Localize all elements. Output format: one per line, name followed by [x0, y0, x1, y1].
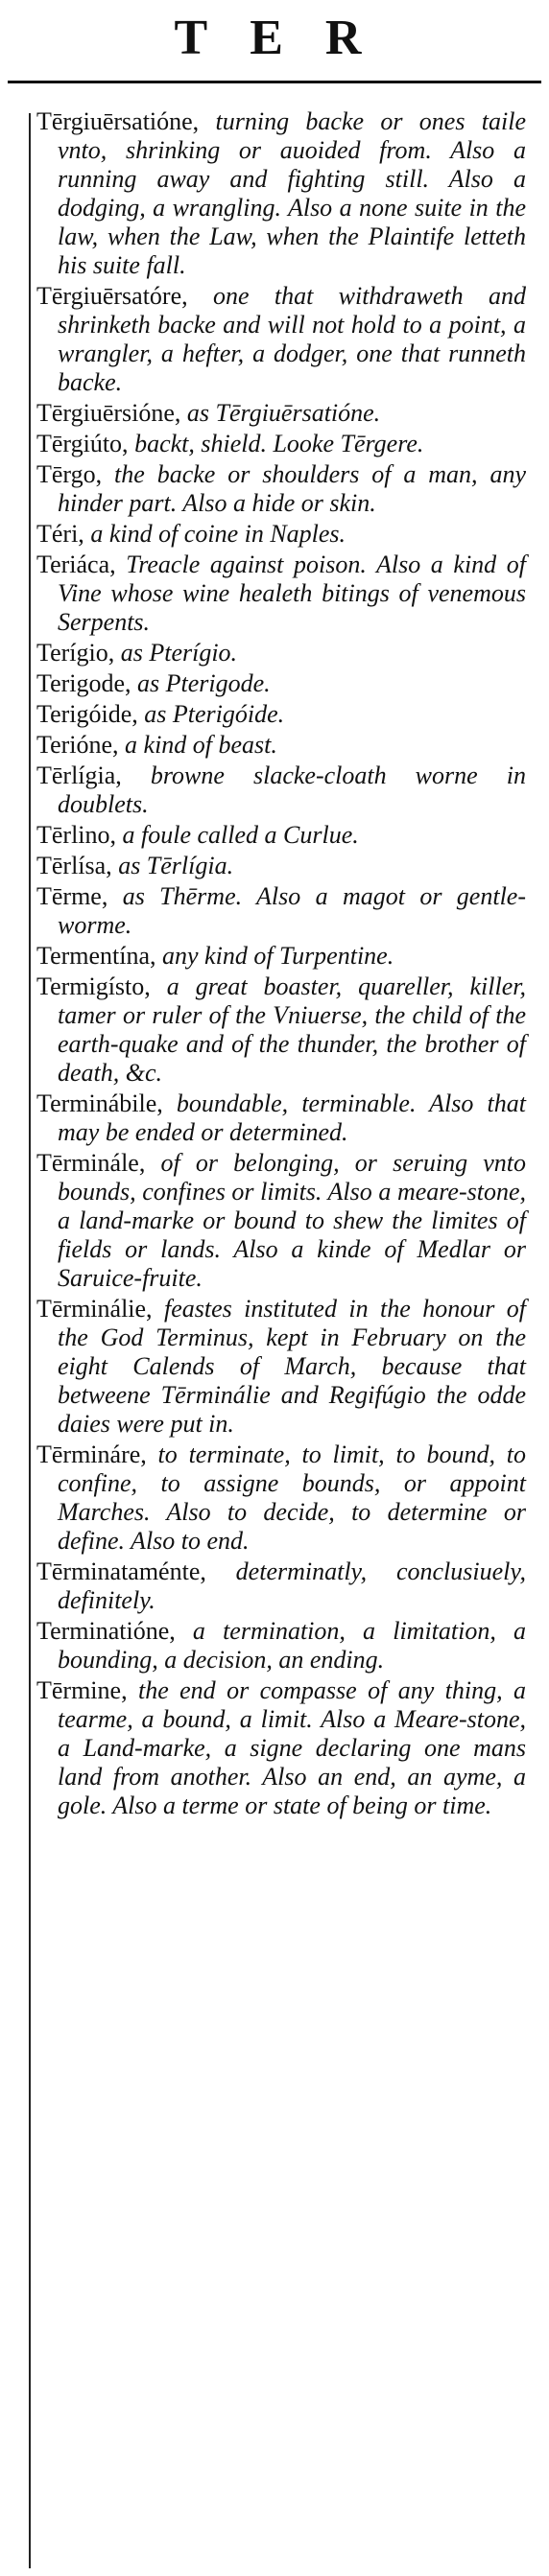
entry-gloss: as Pterigode. [131, 669, 271, 697]
running-head: TER [174, 11, 404, 65]
entry-gloss: one that withdraweth and shrinketh backe and will not hold to a point, a wrangler, a hefter, a dodger, one that runneth backe. [58, 282, 526, 396]
dictionary-entry [36, 669, 526, 698]
dictionary-entry [36, 1617, 526, 1674]
entry-headword: Tērgiúto, [36, 430, 129, 457]
dictionary-entry [36, 942, 526, 971]
column-rule [29, 113, 31, 2568]
entry-headword: Terigóide, [36, 700, 138, 728]
dictionary-entry [36, 1676, 526, 1820]
dictionary-entry [36, 1440, 526, 1556]
entry-headword: Terminábile, [36, 1089, 163, 1117]
dictionary-entry [36, 1557, 526, 1615]
entry-gloss: as Tērlígia. [111, 852, 234, 879]
entry-headword: Téri, [36, 520, 84, 548]
entry-gloss: turning backe or ones taile vnto, shrinking or auoided from. Also a running away and fighting still. Also a dodging, a wrangling. Also a none suite in the law, when the Law, when the Plaintife letteth his suite fall. [58, 107, 526, 279]
entry-gloss: as Pterígio. [114, 639, 238, 667]
dictionary-entry [36, 282, 526, 397]
dictionary-entry [36, 550, 526, 637]
entry-gloss: browne slacke-cloath worne in doublets. [58, 761, 526, 818]
entry-gloss: a foule called a Curlue. [116, 821, 359, 849]
entry-gloss: a great boaster, quareller, killer, tamer or ruler of the Vniuerse, the child of the earth-quake and of the thunder, the brother of death, &c. [58, 972, 526, 1087]
entry-headword: Terminatióne, [36, 1617, 176, 1645]
entry-gloss: as Thērme. Also a magot or gentle-worme. [58, 882, 526, 939]
entry-headword: Teriáca, [36, 550, 116, 578]
entry-gloss: boundable, terminable. Also that may be ended or determined. [58, 1089, 526, 1146]
entry-gloss: any kind of Turpentine. [155, 942, 394, 970]
entry-headword: Tērmináre, [36, 1440, 147, 1468]
entry-gloss: backt, shield. Looke Tērgere. [128, 430, 424, 457]
entry-headword: Tērgiuērsatióne, [36, 107, 200, 135]
dictionary-entry [36, 1089, 526, 1147]
entry-gloss: as Tērgiuērsatióne. [180, 399, 381, 427]
dictionary-entry [36, 882, 526, 940]
dictionary-entry [36, 700, 526, 729]
dictionary-entry [36, 460, 526, 518]
entry-list [36, 107, 526, 1822]
header-rule [8, 81, 541, 83]
entry-gloss: as Pterigóide. [137, 700, 285, 728]
entry-headword: Tērlígia, [36, 761, 122, 789]
dictionary-entry [36, 399, 526, 428]
dictionary-entry [36, 731, 526, 760]
entry-gloss: of or belonging, or seruing vnto bounds, confines or limits. Also a meare-stone, a land-marke or bound to shew the limites of fields or lands. Also a kinde of Medlar or Saruice-fruite. [58, 1149, 526, 1292]
dictionary-entry [36, 1295, 526, 1439]
entry-gloss: Treacle against poison. Also a kind of Vine whose wine healeth bitings of venemous Serpents. [58, 550, 526, 636]
entry-gloss: feastes instituted in the honour of the God Terminus, kept in February on the eight Calends of March, because that betweene Tērminálie and Regifúgio the odde daies were put in. [58, 1295, 526, 1438]
entry-gloss: the backe or shoulders of a man, any hinder part. Also a hide or skin. [58, 460, 526, 517]
entry-gloss: a kind of coine in Naples. [84, 520, 346, 548]
entry-headword: Terióne, [36, 731, 119, 759]
entry-headword: Tērminále, [36, 1149, 146, 1177]
entry-headword: Termentína, [36, 942, 156, 970]
entry-headword: Tērminálie, [36, 1295, 153, 1323]
dictionary-entry [36, 430, 526, 458]
entry-gloss: determinatly, conclusiuely, definitely. [58, 1557, 526, 1614]
entry-headword: Tērgo, [36, 460, 103, 488]
dictionary-entry [36, 520, 526, 549]
dictionary-entry [36, 761, 526, 819]
entry-gloss: a termination, a limitation, a bounding, a decision, an ending. [58, 1617, 526, 1674]
entry-headword: Tērgiuērsióne, [36, 399, 181, 427]
dictionary-entry [36, 1149, 526, 1293]
entry-gloss: the end or compasse of any thing, a tearme, a bound, a limit. Also a Meare-stone, a Land-marke, a signe declaring one mans land from another. Also an end, an ayme, a gole. Also a terme or state of being or time. [58, 1676, 526, 1819]
entry-headword: Tērlísa, [36, 852, 112, 879]
dictionary-entry [36, 972, 526, 1088]
entry-headword: Tērme, [36, 882, 108, 910]
entry-headword: Terígio, [36, 639, 115, 667]
entry-headword: Tērlino, [36, 821, 117, 849]
entry-gloss: to terminate, to limit, to bound, to confine, to assigne bounds, or appoint Marches. Also to decide, to determine or define. Also to end. [58, 1440, 526, 1555]
entry-headword: Termigísto, [36, 972, 151, 1000]
entry-headword: Tērminataménte, [36, 1557, 206, 1585]
dictionary-entry [36, 821, 526, 850]
entry-headword: Tērmine, [36, 1676, 128, 1704]
entry-headword: Terigode, [36, 669, 131, 697]
entry-headword: Tērgiuērsatóre, [36, 282, 188, 310]
entry-gloss: a kind of beast. [118, 731, 277, 759]
dictionary-entry [36, 639, 526, 667]
dictionary-entry [36, 107, 526, 280]
dictionary-entry [36, 852, 526, 880]
